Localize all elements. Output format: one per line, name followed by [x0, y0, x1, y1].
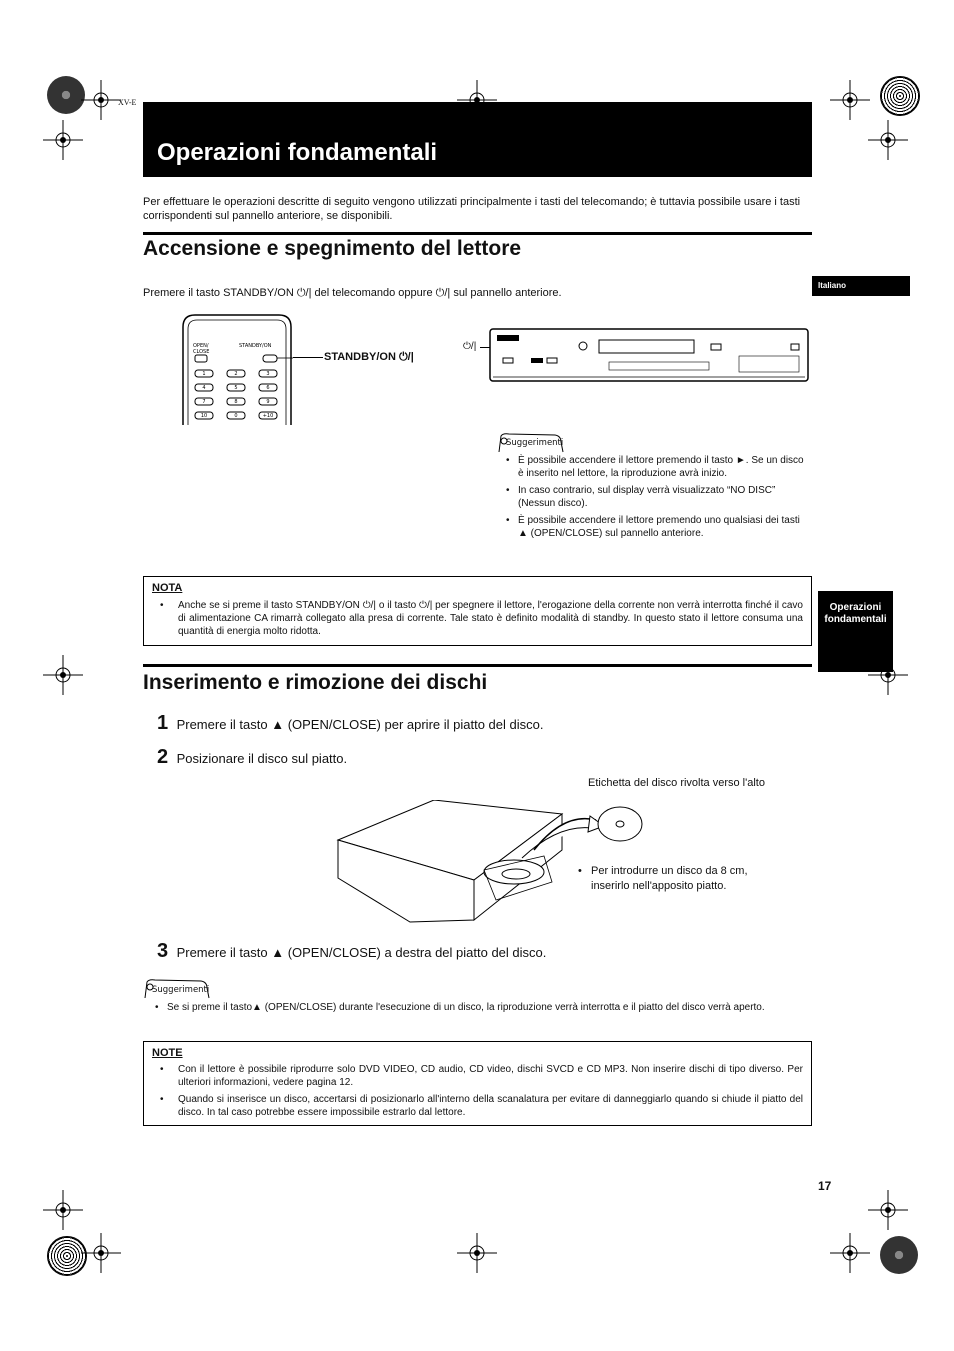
standby-callout — [324, 351, 414, 364]
tips-badge-label: Suggerimenti — [152, 985, 210, 995]
nota-list — [156, 599, 803, 642]
crosshair-icon — [43, 120, 83, 160]
svg-text:6: 6 — [266, 385, 270, 391]
note-list — [156, 1063, 803, 1123]
nota-box — [143, 576, 812, 646]
standby-callout-label: STANDBY/ON — [324, 351, 396, 363]
svg-text:10: 10 — [200, 413, 208, 419]
language-tab-label: Italiano — [818, 281, 847, 290]
svg-text:7: 7 — [202, 399, 206, 405]
document-code: XV-E — [118, 98, 137, 107]
list-item: • È possibile accendere il lettore premendo uno qualsiasi dei tasti ▲ (OPEN/CLOSE) sul pannello anteriore. — [506, 514, 808, 540]
svg-text:1: 1 — [202, 371, 206, 377]
instruction-post: sul pannello anteriore. — [453, 287, 562, 299]
disc-tips-list — [155, 1001, 795, 1018]
svg-text:4: 4 — [202, 385, 206, 391]
step-text: Posizionare il disco sul piatto. — [176, 751, 348, 766]
callout-line — [293, 357, 323, 358]
svg-text:9: 9 — [266, 399, 270, 405]
power-symbol: ⏻/| — [296, 287, 312, 299]
step-1 — [157, 712, 543, 735]
note-box — [143, 1041, 812, 1126]
note-title: NOTE — [152, 1047, 183, 1059]
crosshair-icon — [868, 1190, 908, 1230]
section-heading-power: Accensione e spegnimento del lettore — [143, 237, 522, 260]
small-disc-note — [578, 864, 788, 894]
page-title: Operazioni fondamentali — [157, 139, 438, 166]
svg-text:0: 0 — [234, 413, 238, 419]
section-tab-label: Operazioni fondamentali — [824, 602, 887, 625]
player-power-label: ⏻/| — [463, 341, 477, 352]
remote-label-open-close: OPEN/ — [193, 343, 209, 349]
instruction-pre: Premere il tasto STANDBY/ON — [143, 287, 294, 299]
crosshair-icon — [457, 1233, 497, 1273]
nota-title: NOTA — [152, 582, 183, 594]
svg-text:5: 5 — [234, 385, 238, 391]
instruction-mid: del telecomando oppure — [314, 287, 433, 299]
list-item: • Con il lettore è possibile riprodurre solo DVD VIDEO, CD audio, CD video, dischi SVCD e CD MP3. Non inserire dischi di tipo diverso. Per ulteriori informazioni, vedere pagina 12. — [156, 1063, 803, 1089]
remote-label-standby: STANDBY/ON — [239, 343, 272, 349]
step-number: 1 — [157, 712, 169, 734]
list-item: • In caso contrario, sul display verrà visualizzato “NO DISC” (Nessun disco). — [506, 484, 808, 510]
crosshair-icon — [830, 1233, 870, 1273]
dvd-player-front-illustration — [489, 328, 809, 384]
crosshair-icon — [43, 655, 83, 695]
power-symbol: ⏻/| — [398, 351, 414, 363]
step-text: Premere il tasto ▲ (OPEN/CLOSE) per aprire il piatto del disco. — [176, 717, 544, 732]
list-item: • È possibile accendere il lettore premendo il tasto ►. Se un disco è inserito nel lettore, la riproduzione avrà inizio. — [506, 454, 808, 480]
disc-insertion-illustration — [334, 800, 654, 925]
step-number: 3 — [157, 940, 169, 962]
crosshair-icon — [830, 80, 870, 120]
remote-control-illustration — [181, 313, 293, 425]
registration-disc-top-left — [47, 76, 85, 114]
power-tips-list — [506, 454, 808, 544]
registration-disc-top-right — [880, 76, 920, 116]
list-item: • Anche se si preme il tasto STANDBY/ON ⏻/| o il tasto ⏻/| per spegnere il lettore, l'erogazione della corrente non verrà interrotta finché il cavo di alimentazione CA rimarrà collegato alla presa di corrente. Tale stato è definito modalità di standby. In questo stato il lettore consuma una quantità di energia molto ridotta. — [156, 599, 803, 638]
crosshair-icon — [81, 1233, 121, 1273]
tips-badge-label: Suggerimenti — [506, 438, 564, 448]
svg-text:3: 3 — [266, 371, 270, 377]
bullet-icon: • — [578, 865, 582, 877]
crosshair-icon — [81, 80, 121, 120]
registration-disc-bottom-right — [880, 1236, 918, 1274]
list-item: • Se si preme il tasto▲ (OPEN/CLOSE) durante l'esecuzione di un disco, la riproduzione verrà interrotta e il piatto del disco verrà aperto. — [155, 1001, 795, 1014]
section-heading-discs: Inserimento e rimozione dei dischi — [143, 671, 488, 694]
remote-label-open-close-2: CLOSE — [193, 349, 210, 355]
list-item: • Quando si inserisce un disco, accertarsi di posizionarlo all'interno della scanalatura per evitare di danneggiarlo quando si chiude il piatto del disco. In tal caso potrebbe essere impossibile estrarlo dal lettore. — [156, 1093, 803, 1119]
small-disc-note-text: Per introdurre un disco da 8 cm, inserirlo nell'apposito piatto. — [591, 865, 748, 892]
svg-text:+10: +10 — [262, 413, 274, 419]
crosshair-icon — [868, 120, 908, 160]
standby-instruction — [143, 287, 562, 300]
intro-paragraph: Per effettuare le operazioni descritte di seguito vengono utilizzati principalmente i tasti del telecomando; è tuttavia possibile usare i tasti corrispondenti sul pannello anteriore, se disponibili. — [143, 196, 801, 222]
step-text: Premere il tasto ▲ (OPEN/CLOSE) a destra del piatto del disco. — [176, 945, 547, 960]
step-3 — [157, 940, 546, 963]
section-rule — [143, 664, 812, 667]
page-number: 17 — [818, 1179, 832, 1193]
svg-text:2: 2 — [234, 371, 238, 377]
power-symbol: ⏻/| — [435, 287, 451, 299]
disc-label-caption: Etichetta del disco rivolta verso l'alto — [588, 777, 765, 789]
svg-text:8: 8 — [234, 399, 238, 405]
step-number: 2 — [157, 746, 169, 768]
crosshair-icon — [43, 1190, 83, 1230]
section-rule — [143, 232, 812, 235]
step-2 — [157, 746, 347, 769]
